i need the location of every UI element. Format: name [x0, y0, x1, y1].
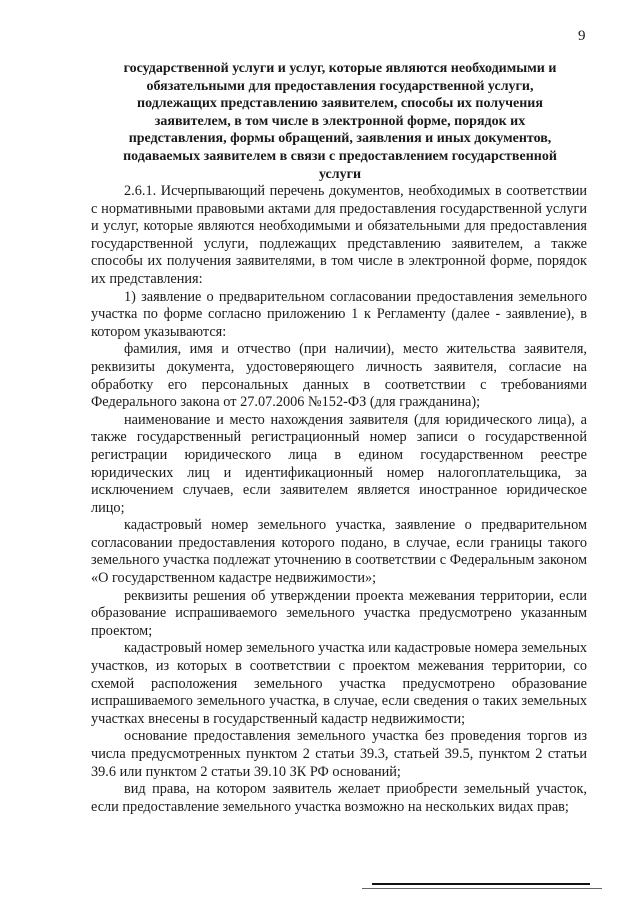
heading-line: заявителем, в том числе в электронной форме, порядок их	[154, 113, 526, 129]
document-body	[91, 183, 587, 816]
heading-line: подаваемых заявителем в связи с предоставлением государственной	[123, 148, 557, 164]
paragraph: кадастровый номер земельного участка, заявление о предварительном согласовании предоставления которого подано, в случае, если границы такого земельного участка подлежат уточнению в соответствии с Федеральным законом «О государственном кадастре недвижимости»;	[91, 517, 587, 587]
page-number: 9	[578, 28, 586, 44]
section-heading	[95, 60, 585, 183]
paragraph: фамилия, имя и отчество (при наличии), место жительства заявителя, реквизиты документа, удостоверяющего личность заявителя, согласие на обработку его персональных данных в соответствии с требованиями Федерального закона от 27.07.2006 №152-ФЗ (для гражданина);	[91, 341, 587, 411]
heading-line: подлежащих представлению заявителем, способы их получения	[137, 96, 543, 112]
heading-line: обязательными для предоставления государственной услуги,	[146, 78, 534, 94]
paragraph: 2.6.1. Исчерпывающий перечень документов, необходимых в соответствии с нормативными правовыми актами для предоставления государственной услуги и услуг, которые являются необходимыми и обязательными для предоставления государственной услуги, подлежащих представлению заявителем, а также способы их получения заявителями, в том числе в электронной форме, порядок их представления:	[91, 183, 587, 287]
paragraph: 1) заявление о предварительном согласовании предоставления земельного участка по форме согласно приложению 1 к Регламенту (далее - заявление), в котором указываются:	[91, 288, 587, 340]
paragraph: реквизиты решения об утверждении проекта межевания территории, если образование испрашиваемого земельного участка предусмотрено указанным проектом;	[91, 587, 587, 639]
heading-line: услуги	[318, 166, 362, 182]
heading-line: представления, формы обращений, заявления и иных документов,	[128, 131, 552, 147]
paragraph: наименование и место нахождения заявителя (для юридического лица), а также государственный регистрационный номер записи о государственной регистрации юридического лица в едином государственном реестре юридических лиц и идентификационный номер налогоплательщика, за исключением случаев, если заявителем является иностранное юридическое лицо;	[91, 411, 587, 516]
footer-rule	[372, 883, 590, 885]
paragraph: основание предоставления земельного участка без проведения торгов из числа предусмотренных пунктом 2 статьи 39.3, статьей 39.5, пунктом 2 статьи 39.6 или пунктом 2 статьи 39.10 ЗК РФ оснований;	[91, 728, 587, 780]
paragraph: вид права, на котором заявитель желает приобрести земельный участок, если предоставление земельного участка возможно на нескольких видах прав;	[91, 781, 587, 815]
heading-line: государственной услуги и услуг, которые являются необходимыми и	[123, 61, 557, 76]
footer-rule-thin	[362, 888, 602, 889]
paragraph: кадастровый номер земельного участка или кадастровые номера земельных участков, из которых в соответствии с проектом межевания территории, со схемой расположения земельного участка предусмотрено образование испрашиваемого земельного участка, в случае, если сведения о таких земельных участках внесены в государственный кадастр недвижимости;	[91, 640, 587, 727]
